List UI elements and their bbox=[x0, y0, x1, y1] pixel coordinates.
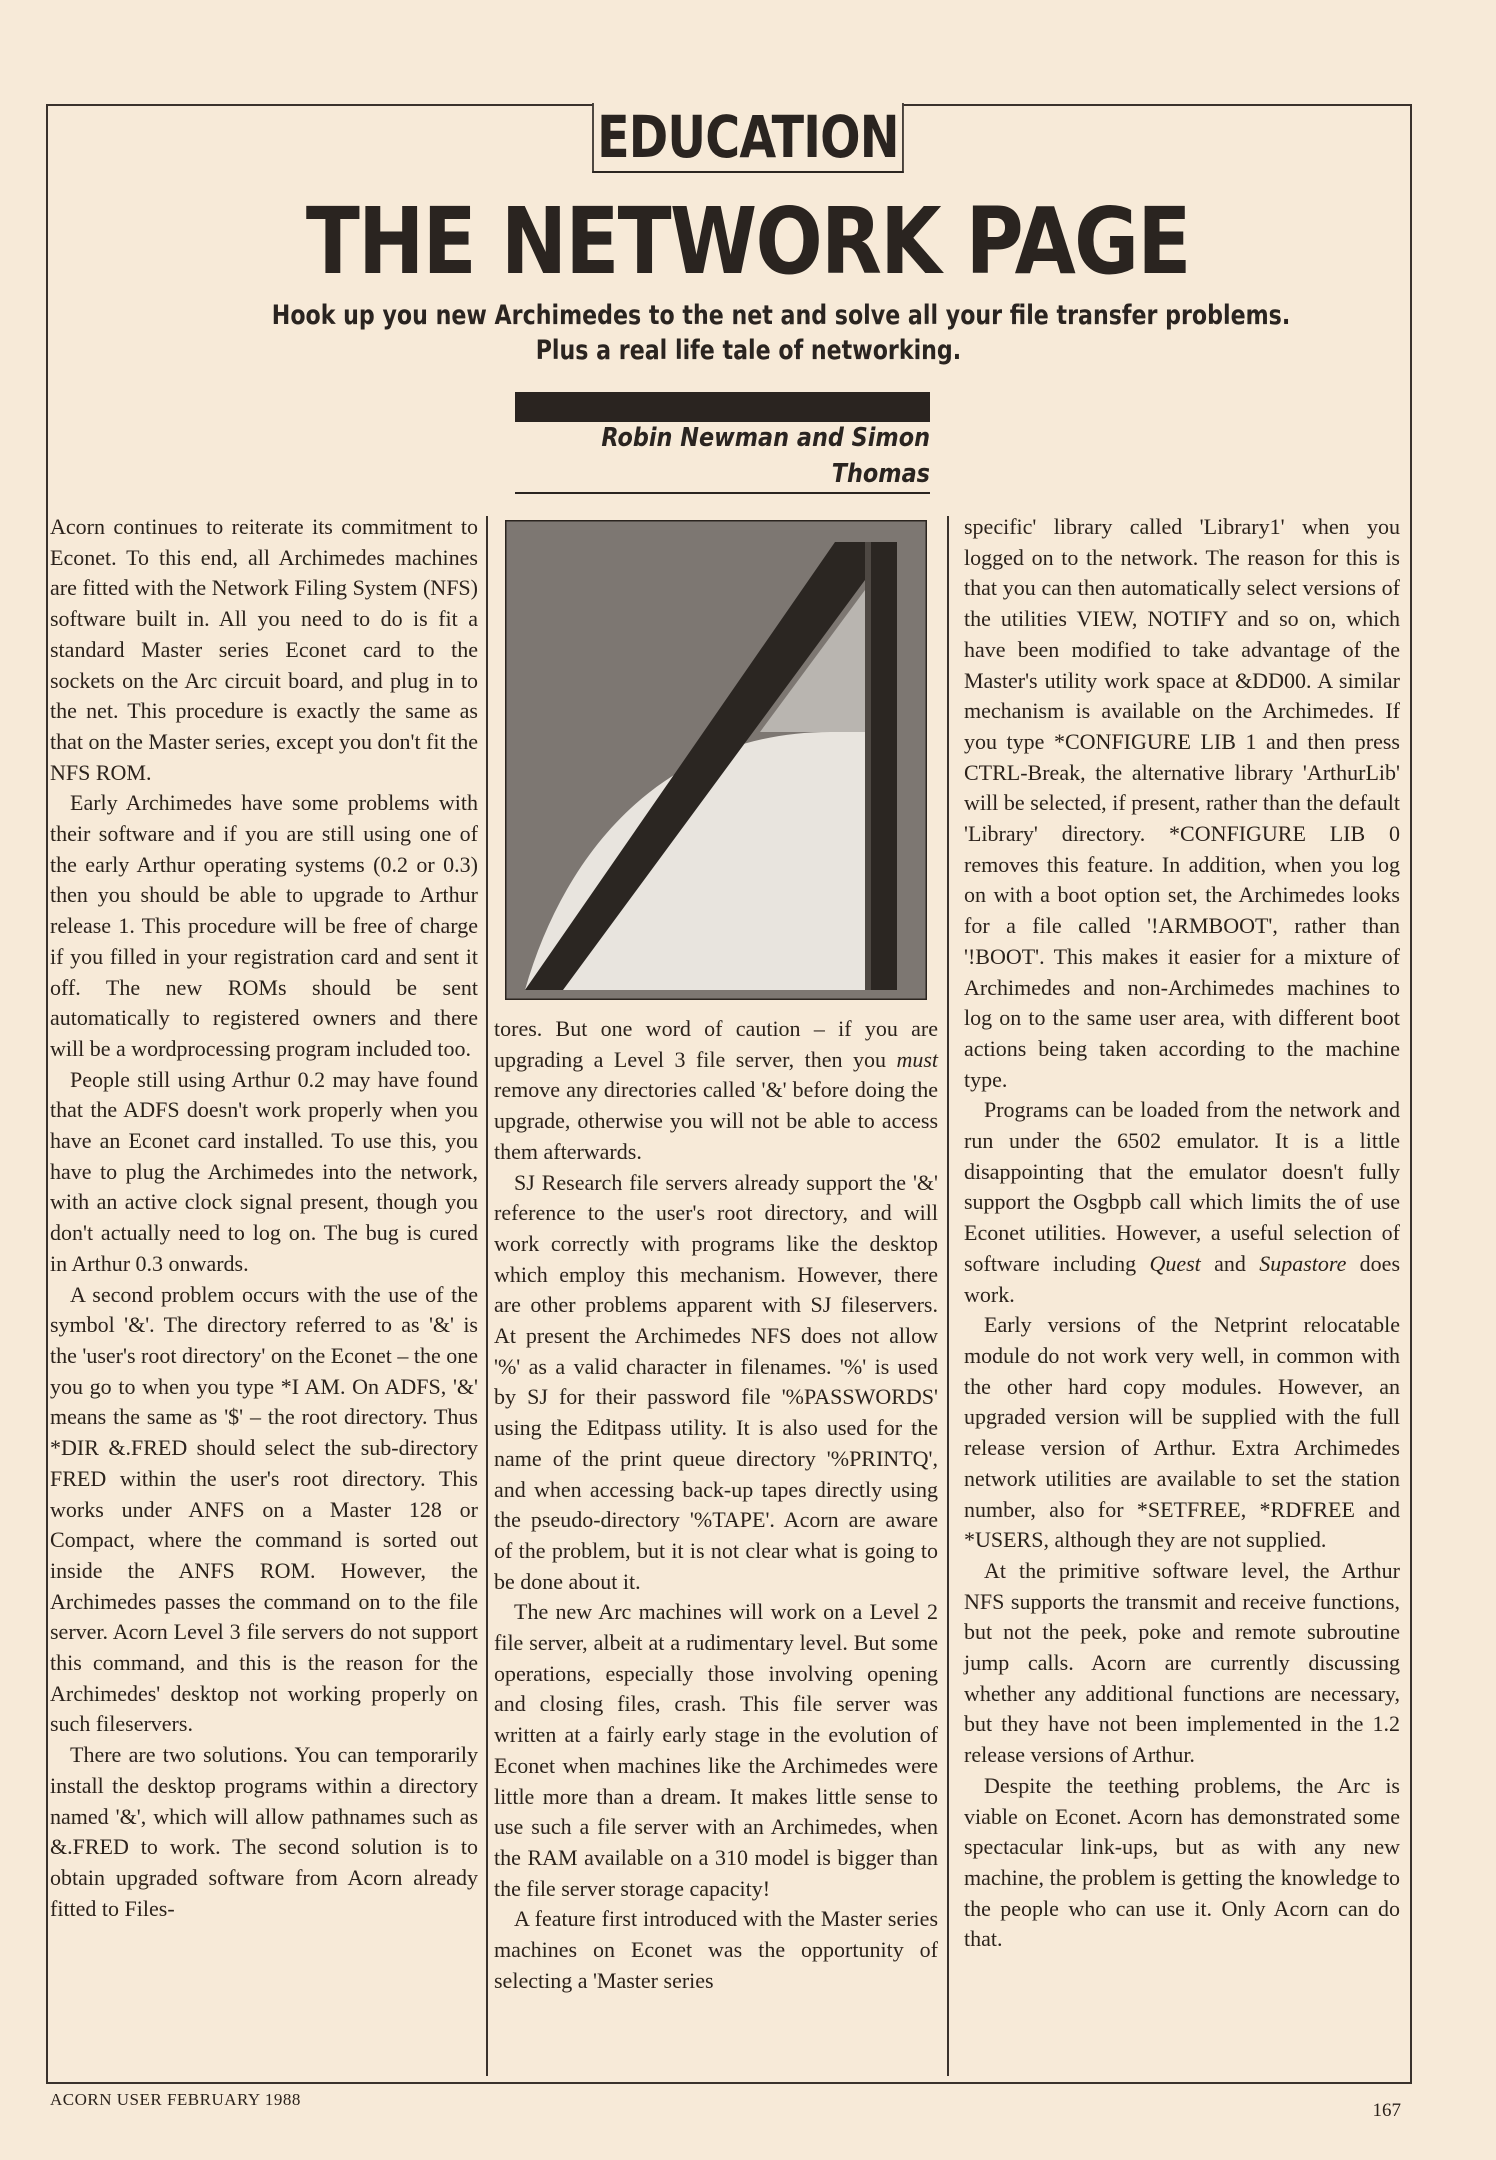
section-header bbox=[0, 103, 1496, 173]
column-3 bbox=[964, 512, 1400, 1955]
col3-p2-text-a: Programs can be loaded from the network and run under the 6502 emulator. It is a little disappointing that the emulator doesn't fully support the Osgbpb call which limits the of use Econet utilities. However, a useful selection of software including bbox=[964, 1097, 1400, 1276]
archimedes-logo-illustration bbox=[505, 520, 927, 1000]
section-kicker: EDUCATION bbox=[592, 103, 903, 173]
col1-paragraph-3: People still using Arthur 0.2 may have found that the ADFS doesn't work properly when you have an Econet card installed. To use this, you have to plug the Archimedes into the network, with an active clock signal present, though you don't actually need to log on. The bug is cured in Arthur 0.3 onwards. bbox=[50, 1066, 478, 1276]
column-divider-2 bbox=[947, 516, 949, 2076]
col2-paragraph-4: A feature first introduced with the Master series machines on Econet was the opportunity of selecting a 'Master series bbox=[494, 1906, 938, 1993]
col1-paragraph-5: There are two solutions. You can temporarily install the desktop programs within a directory named '&', which will allow pathnames such as &.FRED to work. The second solution is to obtain upgraded software from Acorn already fitted to Files- bbox=[50, 1742, 478, 1921]
col2-paragraph-2: SJ Research file servers already support the '&' reference to the user's root directory, and will work correctly with programs like the desktop which employ this mechanism. However, there are other problems apparent with SJ fileservers. At present the Archimedes NFS does not allow '%' as a valid character in filenames. '%' is used by SJ for their password file '%PASSWORDS' using the Editpass utility. It is also used for the name of the print queue directory '%PRINTQ', and when accessing back-up tapes directly using the pseudo-directory '%TAPE'. Acorn are aware of the problem, but it is not clear what is going to be done about it. bbox=[494, 1169, 938, 1594]
col3-paragraph-3: Early versions of the Netprint relocatable module do not work very well, in common with the other hard copy modules. However, an upgraded version will be supplied with the full release version of Arthur. Extra Archimedes network utilities are available to set the station number, also for *SETFREE, *RDFREE and *USERS, although they are not supplied. bbox=[964, 1312, 1400, 1553]
col1-paragraph-1: Acorn continues to reiterate its commitment to Econet. To this end, all Archimedes machines are fitted with the Network Filing System (NFS) software built in. All you need to do is fit a standard Master series Econet card to the sockets on the Arc circuit board, and plug in to the net. This procedure is exactly the same as that on the Master series, except you don't fit the NFS ROM. bbox=[50, 514, 478, 785]
article-title bbox=[0, 188, 1496, 295]
byline bbox=[515, 420, 930, 494]
col3-paragraph-5: Despite the teething problems, the Arc is viable on Econet. Acorn has demonstrated some spectacular link-ups, but as with any new machine, the problem is getting the knowledge to the people who can use it. Only Acorn can do that. bbox=[964, 1772, 1400, 1952]
col3-p2-text-mid: and bbox=[1200, 1250, 1260, 1276]
col2-p1-text-b: remove any directories called '&' before doing the upgrade, otherwise you will not be able to access them afterwards. bbox=[494, 1077, 938, 1164]
col2-paragraph-3: The new Arc machines will work on a Level 2 file server, albeit at a rudimentary level. But some operations, especially those involving opening and closing files, crash. This file server was written at a fairly early stage in the evolution of Econet when machines like the Archimedes were little more than a dream. It makes little sense to use such a file server with an Archimedes, when the RAM available on a 310 model is bigger than the file server storage capacity! bbox=[494, 1599, 938, 1901]
col1-paragraph-4: A second problem occurs with the use of the symbol '&'. The directory referred to as '&' is the 'user's root directory' on the Econet – the one you go to when you type *I AM. On ADFS, '&' means the same as '$' – the root directory. Thus *DIR &.FRED should select the sub-directory FRED within the user's root directory. This works under ANFS on a Master 128 or Compact, where the command is sorted out inside the ANFS ROM. However, the Archimedes passes the command on to the file server. Acorn Level 3 file servers do not support this command, and this is the reason for the Archimedes' desktop not working properly on such fileservers. bbox=[50, 1281, 478, 1737]
column-2 bbox=[494, 1014, 938, 1997]
column-divider-1 bbox=[486, 516, 488, 2076]
col3-paragraph-2 bbox=[964, 1095, 1400, 1310]
standfirst-line-1: Hook up you new Archimedes to the net and solve all your file transfer problems. bbox=[271, 300, 1291, 331]
col3-paragraph-4: At the primitive software level, the Arthur NFS supports the transmit and receive functions, but not the peek, poke and remote subroutine jump calls. Acorn are currently discussing whether any additional functions are necessary, but they have not been implemented in the 1.2 release versions of Arthur. bbox=[964, 1557, 1400, 1768]
col3-paragraph-1: specific' library called 'Library1' when you logged on to the network. The reason for this is that you can then automatically select versions of the utilities VIEW, NOTIFY and so on, which have been modified to take advantage of the Master's utility work space at &DD00. A similar mechanism is available on the Archimedes. If you type *CONFIGURE LIB 1 and then press CTRL-Break, the alternative library 'ArthurLib' will be selected, if present, rather than the default 'Library' directory. *CONFIGURE LIB 0 removes this feature. In addition, when you log on with a boot option set, the Archimedes looks for a file called '!ARMBOOT', rather than '!BOOT'. This makes it easier for a mixture of Archimedes and non-Archimedes machines to log on to the same user area, with different boot actions being taken according to the machine type. bbox=[964, 514, 1400, 1092]
standfirst bbox=[160, 298, 1336, 368]
byline-rule bbox=[515, 392, 930, 422]
col2-paragraph-1 bbox=[494, 1014, 938, 1168]
column-1 bbox=[50, 512, 478, 1924]
logo-a-icon bbox=[505, 520, 927, 1000]
col3-p2-text-b: does work. bbox=[964, 1250, 1401, 1307]
page-number: 167 bbox=[1372, 2100, 1401, 2121]
publication-footer: ACORN USER FEBRUARY 1988 bbox=[50, 2090, 301, 2109]
col2-p1-text-a: tores. But one word of caution – if you are upgrading a Level 3 file server, then you bbox=[494, 1016, 938, 1072]
byline-text: Robin Newman and Simon Thomas bbox=[601, 423, 930, 489]
col3-p2-emphasis-quest: Quest bbox=[1149, 1250, 1201, 1276]
col2-p1-emphasis: must bbox=[896, 1046, 938, 1072]
standfirst-line-2: Plus a real life tale of networking. bbox=[535, 335, 961, 366]
col3-p2-emphasis-supastore: Supastore bbox=[1259, 1250, 1347, 1276]
col1-paragraph-2: Early Archimedes have some problems with their software and if you are still using one of the early Arthur operating systems (0.2 or 0.3) then you should be able to upgrade to Arthur release 1. This procedure will be free of charge if you filled in your registration card and sent it off. The new ROMs should be sent automatically to registered owners and there will be a wordprocessing program included too. bbox=[50, 790, 478, 1061]
article-title-text: THE NETWORK PAGE bbox=[306, 188, 1190, 295]
